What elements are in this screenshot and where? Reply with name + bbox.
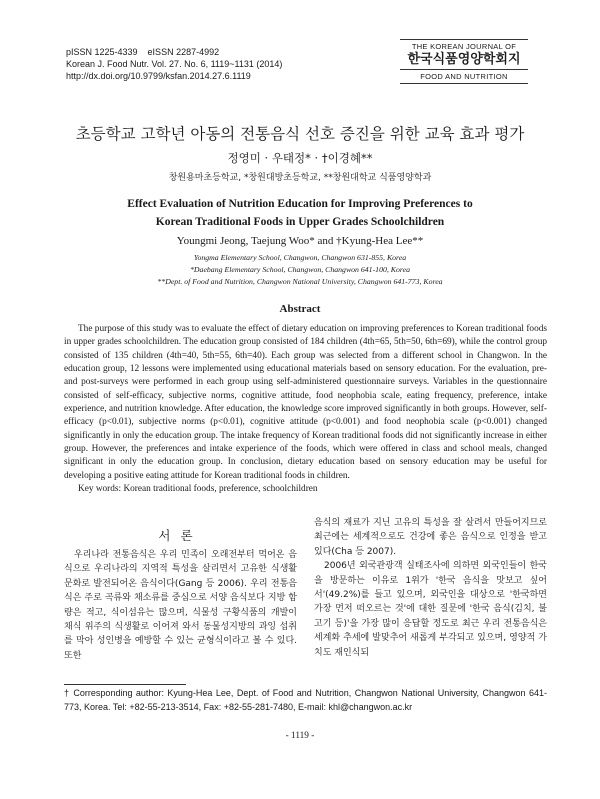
korean-title: 초등학교 고학년 아동의 전통음식 선호 증진을 위한 교육 효과 평가 bbox=[75, 125, 525, 143]
english-title bbox=[0, 195, 600, 231]
intro-left-column: 우리나라 전통음식은 우리 민족이 오래전부터 먹어온 음식으로 우리나라의 지역적 특성을 살리면서 고유한 식생활 문화로 발전되어온 음식이다(Gang 등 2006). 우리 전통음식은 주로 곡류와 채소류를 중심으로 서양 음식보다 지방 함량은 적고, 식이섬유는 많으며, 식물성 구황식품의 개발이 채식 위주의 식생활로 이어져 와서 동물성지방의 과잉 섭취를 막아 성인병을 예방할 수 있는 균형식이라고 볼 수 있다. 또한 bbox=[64, 550, 297, 661]
journal-name-bottom: FOOD AND NUTRITION bbox=[420, 72, 508, 81]
issn-line: pISSN 1225-4339 eISSN 2287-4992 bbox=[66, 47, 220, 57]
journal-name-top: THE KOREAN JOURNAL OF bbox=[411, 42, 517, 51]
affiliation-1: Yongma Elementary School, Changwon, Changwon 631-855, Korea bbox=[193, 253, 407, 262]
section-heading-introduction: 서론 bbox=[158, 528, 203, 543]
right-paragraph-1: 음식의 재료가 지닌 고유의 특성을 잘 살려서 만들어지므로 최근에는 세계적으로도 건강에 좋은 음식으로 인정을 받고 있다(Cha 등 2007). bbox=[314, 518, 547, 557]
citation-line: Korean J. Food Nutr. Vol. 27. No. 6, 1119~1131 (2014) bbox=[66, 59, 283, 69]
intro-right-column bbox=[314, 516, 547, 660]
page-number: - 1119 - bbox=[285, 731, 315, 741]
korean-authors: 정영미 · 우태정* · †이경혜** bbox=[227, 151, 373, 165]
abstract-body: The purpose of this study was to evaluate the effect of dietary education on improving preferences to Korean traditional foods in upper grades schoolchildren. The education group consisted of 184 children (4th=65, 5th=50, 6th=69), while the control group consisted of 135 children (4th=40, 5th=55, 6th=40). Each group was selected from a different school in Changwon. In the education group, 12 lessons were implemented using educational materials based on sensory education. For the evaluation, pre- and post-surveys were performed in each group using self-administered questionnaire surveys. Variables in the questionnaire consisted of self-efficacy, subjective norms, cognitive attitude, food neophobia scale, eating frequency, preference, intake experience, and nutrition knowledge. After education, the knowledge score improved significantly in both groups. However, self-efficacy (p<0.01), subjective norms (p<0.01), cognitive attitude (p<0.001) and food neophobia scale (p<0.001) changed significantly in only the education group. The intake frequency of Korean traditional foods did not significantly increase in either group. However, the preferences and intake experience of the foods, which were offered in class and school meals, changed significant in only the education group. In conclusion, dietary education based on sensory education may be useful for developing a positive eating attitude for Korean traditional foods in children. bbox=[64, 324, 547, 481]
right-paragraph-2: 2006년 외국관광객 실태조사에 의하면 외국인들이 한국을 방문하는 이유로 1위가 '한국 음식을 맛보고 싶어서'(49.2%)를 들고 있으며, 외국인을 대상으로 '한국하면 가장 먼저 떠오르는 것'에 대한 질문에 '한국 음식(김치, 불고기 등)'을 가장 많이 응답할 정도로 최근 우리 전통음식은 세계화 추세에 발맞추어 새롭게 부각되고 있으며, 영양적 가치도 재인식되 bbox=[314, 561, 547, 658]
journal-logo bbox=[400, 38, 528, 85]
keywords: Key words: Korean traditional foods, preference, schoolchildren bbox=[78, 484, 318, 494]
korean-affiliations: 창원용마초등학교, *창원대방초등학교, **창원대학교 식품영양학과 bbox=[168, 173, 432, 183]
english-title-line-1: Effect Evaluation of Nutrition Education for Improving Preferences to bbox=[127, 198, 473, 210]
english-affiliations bbox=[0, 252, 600, 288]
journal-name-korean: 한국식품영양학회지 bbox=[407, 52, 521, 67]
citation-block bbox=[66, 46, 282, 82]
footnote-divider bbox=[64, 684, 186, 685]
affiliation-3: **Dept. of Food and Nutrition, Changwon National University, Changwon 641-773, Korea bbox=[157, 277, 443, 286]
corresponding-author-footnote: † Corresponding author: Kyung-Hea Lee, Dept. of Food and Nutrition, Changwon National University, Changwon 641-773, Korea. Tel: +82-55-213-3514, Fax: +82-55-281-7480, E-mail: khl@changwon.ac.kr bbox=[64, 688, 547, 712]
english-authors: Youngmi Jeong, Taejung Woo* and †Kyung-Hea Lee** bbox=[176, 235, 424, 247]
english-title-line-2: Korean Traditional Foods in Upper Grades Schoolchildren bbox=[155, 216, 445, 228]
abstract-heading: Abstract bbox=[279, 303, 321, 315]
affiliation-2: *Daebang Elementary School, Changwon, Changwon 641-100, Korea bbox=[190, 265, 410, 274]
doi-link[interactable]: http://dx.doi.org/10.9799/ksfan.2014.27.6.1119 bbox=[66, 71, 251, 81]
